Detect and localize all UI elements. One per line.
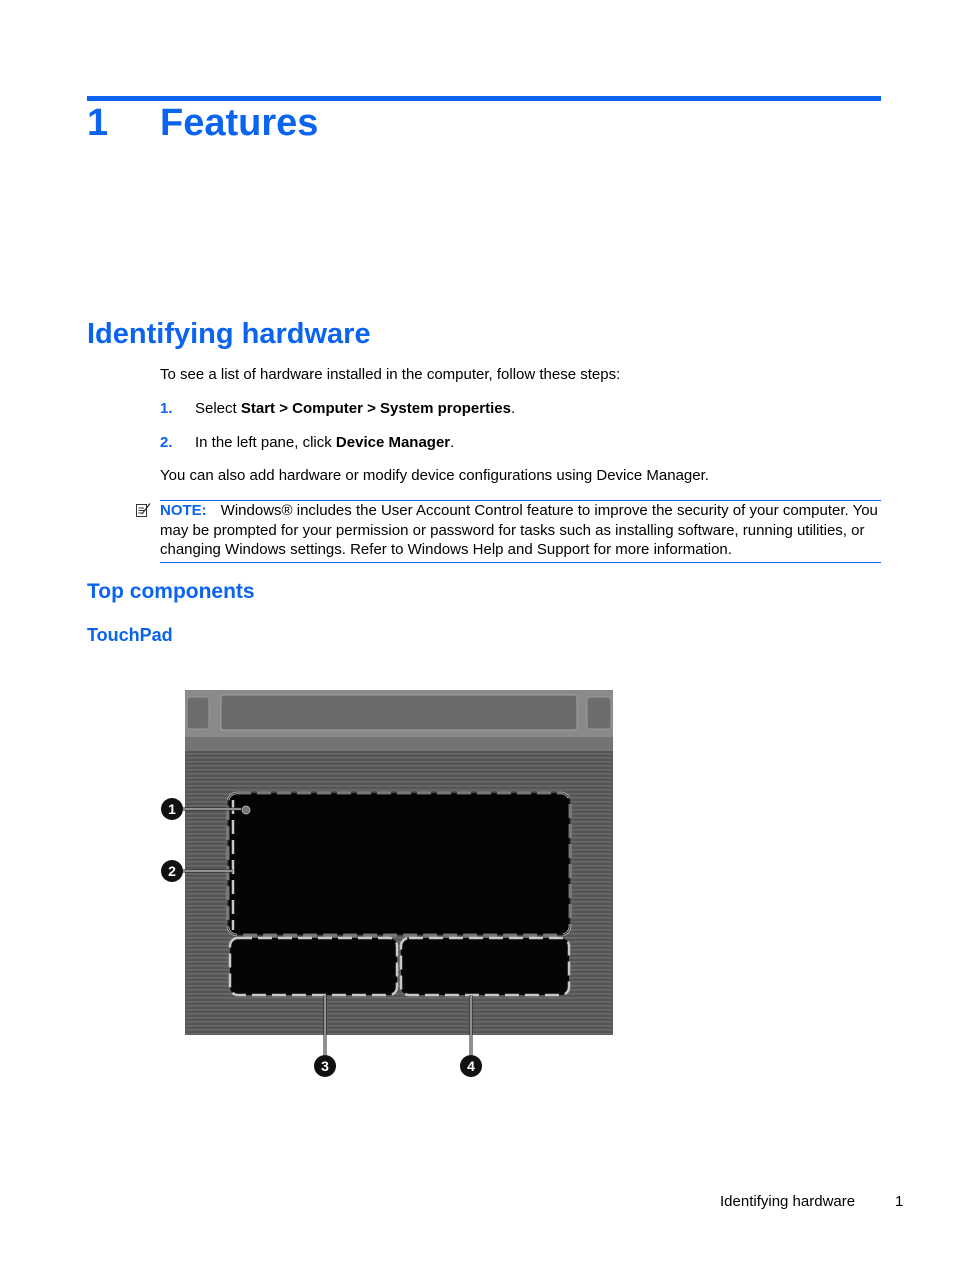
step-2 <box>160 434 454 451</box>
chapter-rule <box>87 96 881 101</box>
touchpad-indicator-light <box>242 806 250 814</box>
keyboard-key-left <box>187 697 209 729</box>
note-label: NOTE: <box>160 502 207 519</box>
step-number: 2. <box>160 434 173 451</box>
step-1 <box>160 400 515 417</box>
footer-section-title: Identifying hardware <box>720 1193 856 1210</box>
chapter-title: Features <box>160 102 319 144</box>
touchpad-zone <box>228 793 570 935</box>
intro-text: To see a list of hardware installed in the computer, follow these steps: <box>160 366 621 383</box>
callout-3 <box>314 1055 336 1077</box>
subsection-title: Top components <box>87 580 255 603</box>
note-icon <box>135 502 151 518</box>
callout-2 <box>161 860 183 882</box>
callout-4 <box>460 1055 482 1077</box>
keyboard-key-right <box>587 697 611 729</box>
subsubsection-title: TouchPad <box>87 625 173 645</box>
page-number: 1 <box>895 1193 904 1210</box>
step-text-pre: In the left pane, click <box>195 434 336 451</box>
right-touchpad-button <box>401 938 569 995</box>
step-text-bold: Device Manager <box>335 434 451 451</box>
callout-1 <box>161 798 183 820</box>
step-text-bold: Start > Computer > System properties <box>240 400 511 417</box>
step-text-post: . <box>450 434 455 451</box>
svg-text:2: 2 <box>168 863 176 879</box>
chapter-heading <box>87 102 318 145</box>
note-box <box>160 500 881 563</box>
note-text: Windows® includes the User Account Control feature to improve the security of your computer. You may be prompted for your permission or password for tasks such as installing software, running utilities, or changing Windows settings. Refer to Windows Help and Support for more information. <box>160 502 878 558</box>
left-touchpad-button <box>230 938 397 995</box>
chapter-number: 1 <box>87 102 109 144</box>
section-title: Identifying hardware <box>87 318 371 350</box>
keyboard-spacebar <box>221 695 577 730</box>
svg-text:4: 4 <box>467 1058 475 1074</box>
svg-text:3: 3 <box>321 1058 329 1074</box>
svg-text:1: 1 <box>168 801 176 817</box>
also-text: You can also add hardware or modify device configurations using Device Manager. <box>160 467 709 484</box>
step-text-post: . <box>510 400 516 417</box>
step-text-pre: Select <box>195 400 241 417</box>
touchpad-figure <box>155 685 620 1085</box>
step-number: 1. <box>160 400 173 417</box>
